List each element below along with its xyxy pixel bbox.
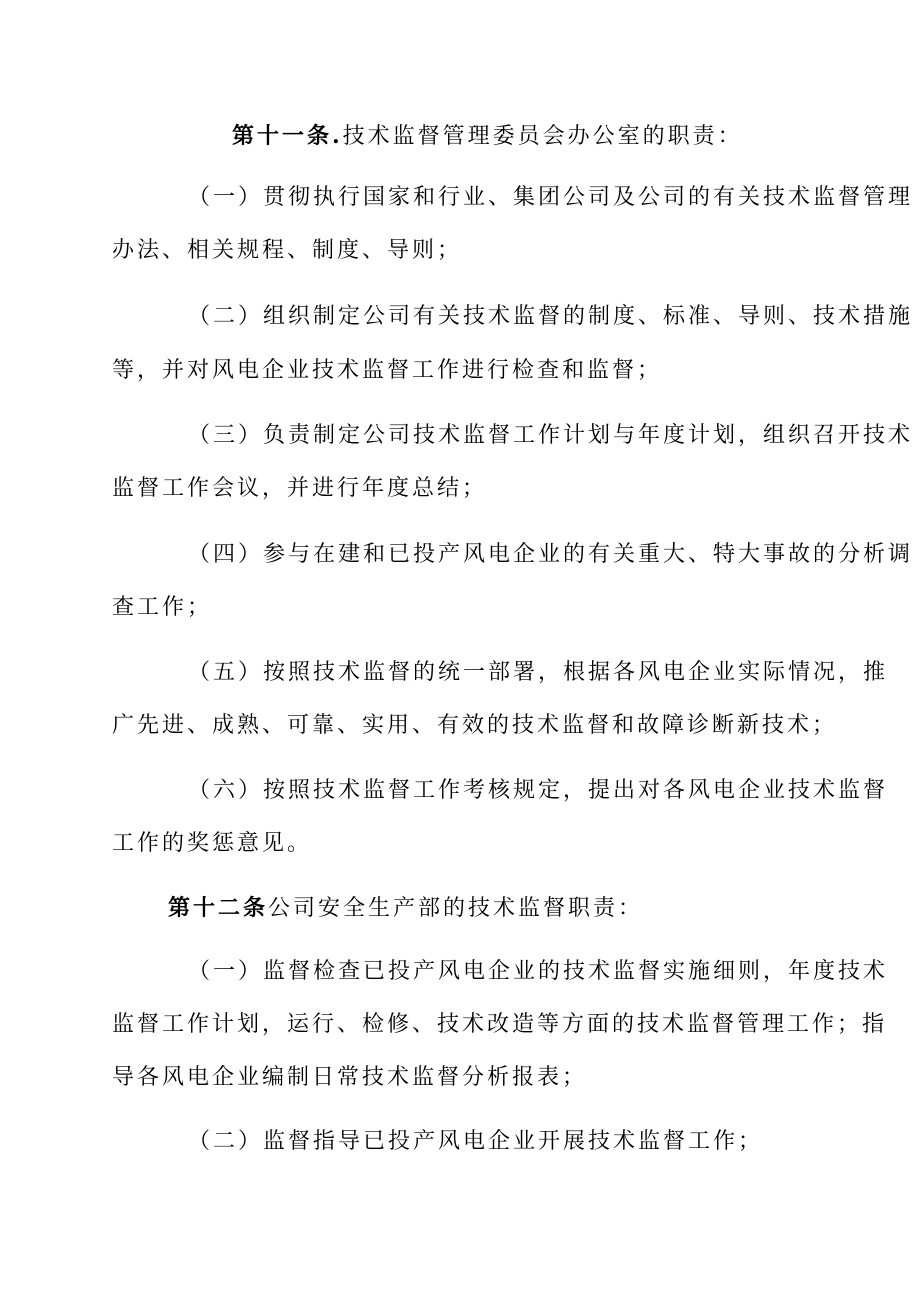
article-11-heading (232, 121, 743, 152)
article-11-item-1-line-2: 办法、相关规程、制度、导则； (112, 238, 463, 263)
article-11-item-3-line-2: 监督工作会议，并进行年度总结； (112, 476, 488, 501)
article-12-number: 第十二条 (168, 895, 269, 921)
article-11-item-1-line-1: （一）贯彻执行国家和行业、集团公司及公司的有关技术监督管理 (188, 185, 914, 210)
article-12-title: 公司安全生产部的技术监督职责： (268, 896, 644, 921)
article-11-item-4-line-1: （四）参与在建和已投产风电企业的有关重大、特大事故的分析调 (188, 542, 914, 567)
article-11-item-2-line-1: （二）组织制定公司有关技术监督的制度、标准、导则、技术措施 (188, 304, 914, 329)
article-11-title: 技术监督管理委员会办公室的职责： (342, 124, 743, 149)
article-12-item-1-line-2: 监督工作计划，运行、检修、技术改造等方面的技术监督管理工作；指 (112, 1012, 888, 1037)
article-11-item-5-line-2: 广先进、成熟、可靠、实用、有效的技术监督和故障诊断新技术； (112, 713, 838, 738)
article-11-number: 第十一条. (232, 123, 343, 149)
article-12-heading (168, 893, 643, 924)
article-11-item-6-line-2: 工作的奖惩意见。 (112, 831, 313, 856)
article-11-item-4-line-2: 查工作； (112, 595, 213, 620)
article-12-item-2-line-1: （二）监督指导已投产风电企业开展技术监督工作； (188, 1129, 764, 1154)
article-11-item-2-line-2: 等，并对风电企业技术监督工作进行检查和监督； (112, 358, 663, 383)
article-12-item-1-line-1: （一）监督检查已投产风电企业的技术监督实施细则，年度技术 (188, 959, 889, 984)
article-11-item-6-line-1: （六）按照技术监督工作考核规定，提出对各风电企业技术监督 (188, 778, 889, 803)
article-12-item-1-line-3: 导各风电企业编制日常技术监督分析报表； (112, 1065, 588, 1090)
article-11-item-5-line-1: （五）按照技术监督的统一部署，根据各风电企业实际情况，推 (188, 660, 889, 685)
article-11-item-3-line-1: （三）负责制定公司技术监督工作计划与年度计划，组织召开技术 (188, 423, 914, 448)
